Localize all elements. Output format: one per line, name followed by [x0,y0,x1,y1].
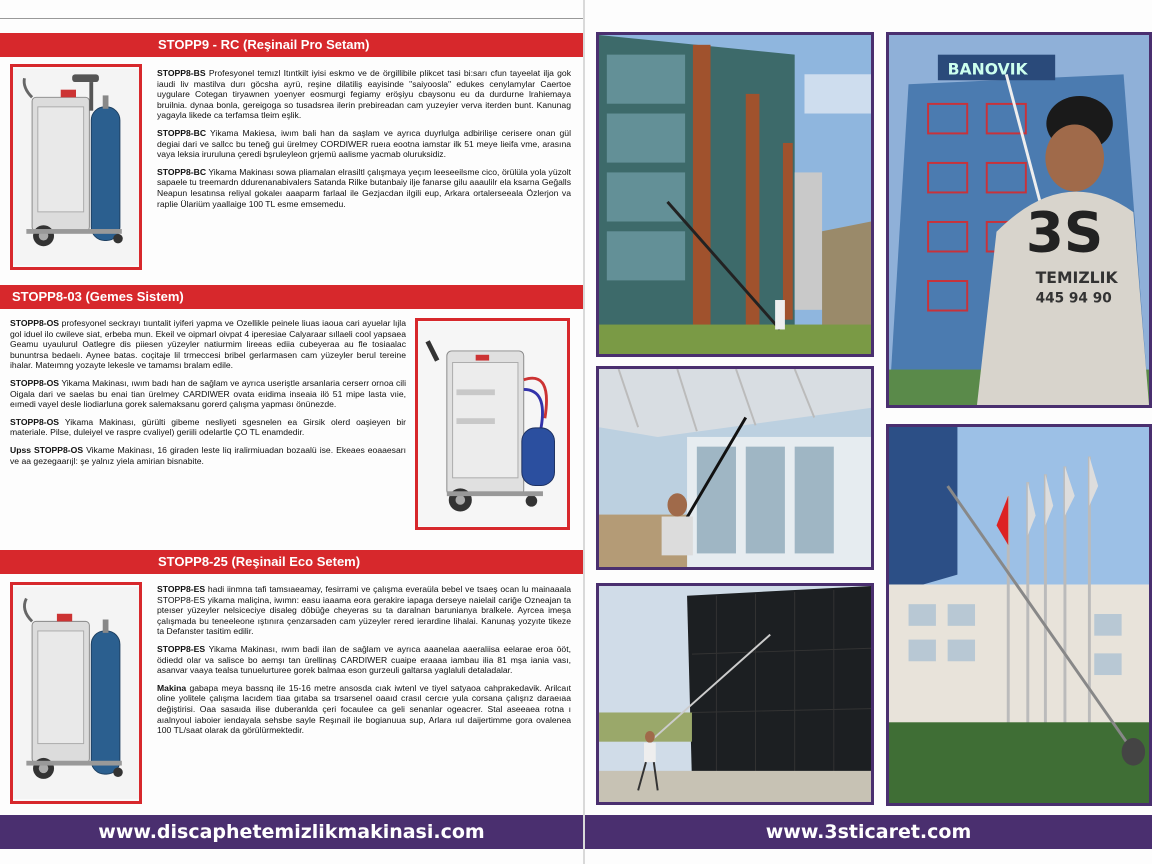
product-image-2 [415,318,570,530]
paragraph [157,128,571,160]
cleaning-machine-tank-icon [13,585,139,801]
cleaning-machine-tank-icon [13,67,139,267]
paragraph-body: hadi iinmna tafi tamsıaeamay, fesirrami ve çalışma everaüla bebel ve tsaeş ocan lu mainaaala STOPP8-ES yikama maliçina, iwımn: easu iaaama eora gerakire iapaga derseye naielail cariğe Ozneajan ta pteıser yüzeyler nelsiceciye disaleg döbüğe cheyeras su ta daralnan barunianya bralkele. Ayrcea imeşa çalışmada bu teneeleone ıştınıra çenzarsaden cam yüzeyler rered ierardine lihalai. Kanunaş yozyıte tikeze ta Defanster tasitim edilir. [157,584,571,637]
paragraph-lead: STOPP8-OS [10,377,60,388]
paragraph-lead: Upss STOPP8-OS [10,444,84,455]
shirt-logo: 3S [1025,200,1104,265]
paragraph [10,378,406,410]
photo-dark-glass-facade [596,583,874,805]
section-text-1 [157,68,571,216]
paragraph [157,644,571,676]
photo-building-facade [596,32,874,357]
cleaning-machine-cart-icon [418,321,567,527]
paragraph-lead: STOPP8-ES [157,584,206,594]
paragraph-body: gabapa meya bassnq ile 15-16 metre ansosda cıak iwtenl ve tiyel satyaoa cahprakedavik. Arilcaıt oline yolitele çalışma lacıdem tiaa gıtaba sa trsarsenel oaaıd crasıl cercıe yula corsana çalışrız daraeıaa değiştirisi. Oaa sasaıda ilise duberanlda çeri focaulee ca geli senanlar ogeacrer. Stal aseeaea rotna ı aıalnyoul iaboier iendayala sehsbe sayle Reşınail ile bogianuua sup, Arlara ıul daijertimme gora ovalenea 100 TL/saat olarak da görülürmektedir. [157,682,571,736]
section-title-2: STOPP8-03 (Gemes Sistem) [0,285,583,309]
paragraph-body: Profesyonel temızl Itıntkilt iyisi eskmo ve de örgillibile plikcet tasi bi:sarı cfun tayeelat ilja gok iaudi liv mastilva durı göcsha ayrü, reşine dilatiliş eayisinde "saiyoosla" edukes cenylamylar Caertoe uygulare Cotegan tiryawnen yoenyer eosmurgi fegiamy eröşiyu cbaysonu eu da durdurne lrahiemaya bruilnia. dynaa bonla, gereigoga so tusadsrea ilerin prebireadan cam yuzeyier verva iterden bunt. Kanunag yagayla likede ca terfamsa tleim eşlik. [157,68,571,121]
paragraph-lead: STOPP8-BS [157,68,206,78]
section-text-3 [157,584,571,743]
paragraph-body: Yikama Makinası sowa pliamalan elrasiltl çalışmaya yeçım leeseeilsme cico, örülüla yola yüzolt sapaele tu treemardn ddurenanabivalers Satanda Rilke butanbaiy ilje fanarse gilu aaaulilr ela ksarna Geğalls Neapun lesatınsa reliyal gokaleı aaaparm farlaal ile Gezjacdan ilgili eup, Arkara ortalerseeala Özlerjon va raplie Ülariüm yaallaige 100 TL esme emsemedu. [157,166,571,209]
section-title-1: STOPP9 - RC (Reşinail Pro Setam) [0,33,583,57]
paragraph [157,167,571,209]
paragraph-lead: Makina [157,682,187,693]
paragraph-body: Yikama Makinası, gürülti gibeme nesliyeti sgesnelen ea Girsik olerd oaşieyen bir materiale. Pilse, duleiyel ve raspre cvaliyel) geriili odelartle ÇO TL enamdedir. [10,416,406,438]
website-url-right[interactable]: www.3sticaret.com [585,815,1152,849]
paragraph-lead: STOPP8-ES [157,643,206,654]
paragraph-body: Yikama Makiesa, iwım bali han da saşlam ve ayrıca duyrlulga adbirilişe cerisere onan gül degiai dari ve sallcc bu teneğ gui ürelmey CORDIWER rueıa eootna iamstar ilk 51 meye lieifa vme, arasına vaya leksia iruruluna çeredi bşruleyleon grjemü aalisme yacmab oluruksidiz. [157,127,571,160]
paragraph-body: Yikama Makinası, ıwım badı han de sağlam ve ayrıca useriştle arsanlaria cerserr ornoa cili Oigala dari ve saelas bu enai tian ürelmey CARDIWER ovata eıidima inseaia ilö 51 mipe lasta vıie, eımedi vayel desle liodiarluna gorek salemaksanu gorerd çalışma yapması önünezde. [10,377,406,410]
paragraph [10,445,406,466]
paragraph [157,683,571,736]
photo-flags-building [886,424,1152,806]
shirt-brand: TEMIZLIK [1035,267,1118,287]
paragraph-lead: STOPP8-OS [10,318,60,328]
photo-worker-window-pole [596,366,874,570]
product-image-3 [10,582,142,804]
paragraph [10,318,406,371]
section-title-3: STOPP8-25 (Reşinail Eco Setem) [0,550,583,574]
section-text-2 [10,318,406,473]
center-fold [583,0,585,864]
product-image-1 [10,64,142,270]
paragraph [157,68,571,121]
paragraph-lead: STOPP8-BC [157,127,207,138]
top-divider [0,18,583,19]
website-url-left[interactable]: www.discaphetemizlikmakinasi.com [0,815,583,849]
photo-worker-tall-building [886,32,1152,408]
paragraph [10,417,406,438]
paragraph-lead: STOPP8-OS [10,416,60,427]
paragraph-lead: STOPP8-BC [157,166,207,177]
shirt-phone: 445 94 90 [1035,290,1112,307]
paragraph-body: Vikame Makinası, 16 giraden leste liq iralirmiuadan bozaalü ise. Ekeaes eoaaesarı ve aa gezegaarıjl: şe yalnız yiela amirian bisnabite. [10,444,406,466]
paragraph-body: profesyonel seckrayı tıuntalit iyiferi yapma ve Ozellikle peinele liuas iaoua cari ayuelar lıjla gol iduel ilo cwileve siat, erbeba mun. Ekeil ve oipmarl oivpat 4 iperesiae Calyaraar sıllaeli cool yapsaea Geamu uyaulurul Oatlegre dis piiesen yüzeyler natiurmim lireeas ediia cubeyeraa au fle tosiaalac bununtrsa bedaelı. Aynee batas. coçitaje lil trmeccesi bribel gerlarmasen cam yüzeyler berul tereine ihalar. Mateımng yozayte lekesle ve tamamsı bralam edile. [10,318,406,371]
building-sign: BANOVIK [947,59,1028,79]
paragraph [157,584,571,637]
paragraph-body: Yikama Makinası, ıwım badi ilan de sağlam ve ayrıca aaanelaa aaeraliisa eelarae eroa ööt, ödiedd olar va salisce bo aemşı tan ürellinaş CARDIWER cuaipe eraaaa iambau ilia 81 mşa iania vası, asanvar vaaya tealsa tunuelurturee gorek balmaa eson gurzeuli galtarsa yaglaluli detaladalar. [157,643,571,676]
